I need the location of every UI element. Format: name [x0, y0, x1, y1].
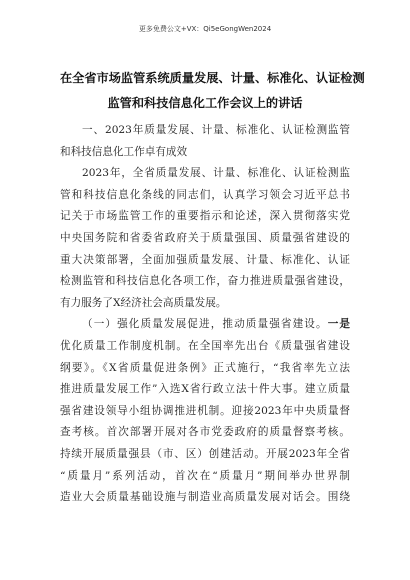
paragraph-1: [60, 163, 350, 314]
document-body: [60, 120, 350, 509]
paragraph-line: 检测监管和科技信息化各项工作，奋力推进质量强省建设，: [60, 275, 350, 288]
paragraph-2: [60, 314, 350, 508]
section-heading-line: 一、2023年质量发展、计量、标准化、认证检测监管: [82, 124, 350, 136]
paragraph-line: 2023年，全省质量发展、计量、标准化、认证检测监: [82, 167, 350, 180]
paragraph-line: 优化质量工作制度机制。在全国率先出台《质量强省建设: [60, 339, 350, 352]
paragraph-line: 重大决策部署，全面加强质量发展、计量、标准化、认证: [60, 253, 350, 266]
subsection-heading: （一）强化质量发展促进，推动质量强省建设。: [82, 318, 328, 331]
paragraph-line: “质量月”系列活动，首次在“质量月”期间举办世界制: [60, 469, 350, 482]
title-line-2: 监管和科技信息化工作会议上的讲话: [107, 96, 303, 110]
paragraph-line: 查考核。首次部署开展对各市党委政府的质量督察考核。: [60, 426, 350, 439]
paragraph-line: 有力服务了X经济社会高质量发展。: [60, 296, 227, 309]
paragraph-line: 推进质量发展工作”入选X省行政立法十件大事。建立质量: [60, 383, 350, 396]
paragraph-line: 造业大会质量基础设施与制造业高质量发展对话会。围绕: [60, 491, 350, 504]
paragraph-line: 中央国务院和省委省政府关于质量强国、质量强省建设的: [60, 231, 350, 244]
paragraph-line: 纲要》。《X省质量促进条例》正式施行，“我省率先立法: [60, 361, 350, 374]
paragraph-line: 记关于市场监管工作的重要指示和论述，深入贯彻落实党: [60, 210, 350, 223]
header-note: 更多免费公文+VX：Qi5eGongWen2024: [138, 25, 272, 33]
section-heading-line: 和科技信息化工作卓有成效: [60, 145, 188, 158]
section-heading-1: [60, 120, 350, 163]
paragraph-line: 强省建设领导小组协调推进机制。迎接2023年中央质量督: [60, 404, 350, 417]
paragraph-line: 持续开展质量强县（市、区）创建活动。开展2023年全省: [60, 447, 350, 460]
document-title: [60, 66, 365, 116]
paragraph-line: [60, 314, 350, 336]
title-line-1: 在全省市场监管系统质量发展、计量、标准化、认证检测: [60, 71, 365, 85]
emphasis-text: 一是: [327, 318, 350, 331]
paragraph-line: 管和科技信息化条线的同志们，认真学习领会习近平总书: [60, 188, 350, 201]
